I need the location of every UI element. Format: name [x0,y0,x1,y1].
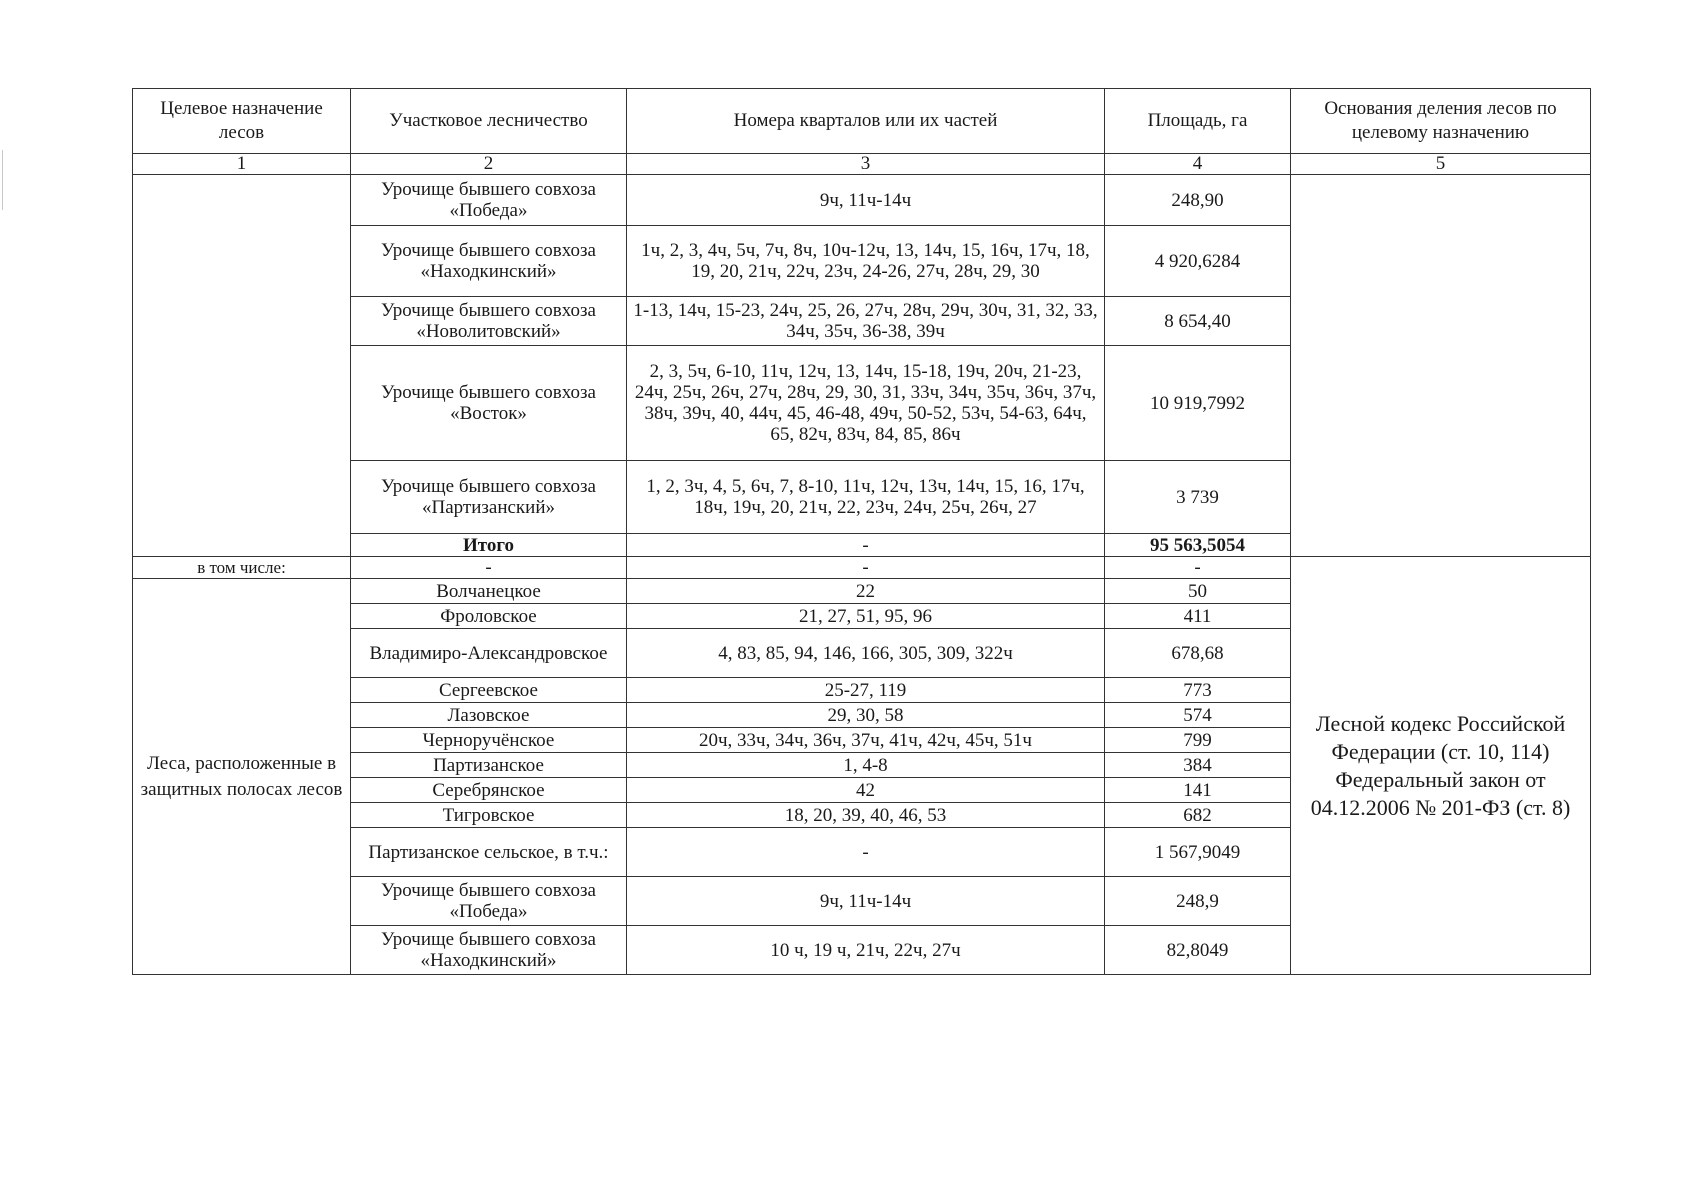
area-cell: 4 920,6284 [1105,226,1291,297]
forestry-cell: Серебрянское [351,778,627,803]
forestry-cell: Урочище бывшего совхоза «Находкинский» [351,226,627,297]
area-cell: 8 654,40 [1105,297,1291,346]
scan-artifact-line [2,150,3,210]
column-number: 3 [627,154,1105,175]
area-cell: 773 [1105,678,1291,703]
quarters-cell: 42 [627,778,1105,803]
forestry-cell: Урочище бывшего совхоза «Партизанский» [351,461,627,534]
area-cell: 678,68 [1105,629,1291,678]
forestry-cell: Фроловское [351,604,627,629]
quarters-cell: 1, 4-8 [627,753,1105,778]
basis-federal-law: Федеральный закон от 04.12.2006 № 201-ФЗ (ст. 8) [1310,766,1571,820]
quarters-cell: 18, 20, 39, 40, 46, 53 [627,803,1105,828]
header-row [133,89,1591,154]
quarters-cell: 4, 83, 85, 94, 146, 166, 305, 309, 322ч [627,629,1105,678]
quarters-cell: 25-27, 119 [627,678,1105,703]
quarters-cell: - [627,828,1105,877]
including-quarters: - [627,557,1105,579]
quarters-cell: 9ч, 11ч-14ч [627,175,1105,226]
forestry-cell: Урочище бывшего совхоза «Восток» [351,346,627,461]
area-cell: 3 739 [1105,461,1291,534]
including-forestry: - [351,557,627,579]
forestry-cell: Урочище бывшего совхоза «Победа» [351,877,627,926]
quarters-cell: 1-13, 14ч, 15-23, 24ч, 25, 26, 27ч, 28ч, 29ч, 30ч, 31, 32, 33, 34ч, 35ч, 36-38, 39ч [627,297,1105,346]
purpose-cell: Леса, расположенные в защитных полосах лесов [133,579,351,975]
forestry-cell: Черноручёнское [351,728,627,753]
including-area: - [1105,557,1291,579]
area-cell: 248,90 [1105,175,1291,226]
table-row [133,175,1591,226]
area-cell: 682 [1105,803,1291,828]
area-cell: 1 567,9049 [1105,828,1291,877]
quarters-cell: 1ч, 2, 3, 4ч, 5ч, 7ч, 8ч, 10ч-12ч, 13, 14ч, 15, 16ч, 17ч, 18, 19, 20, 21ч, 22ч, 23ч, 24-26, 27ч, 28ч, 29, 30 [627,226,1105,297]
forestry-cell: Тигровское [351,803,627,828]
area-cell: 799 [1105,728,1291,753]
forestry-cell: Урочище бывшего совхоза «Победа» [351,175,627,226]
column-number: 1 [133,154,351,175]
total-area: 95 563,5054 [1105,534,1291,557]
quarters-cell: 20ч, 33ч, 34ч, 36ч, 37ч, 41ч, 42ч, 45ч, 51ч [627,728,1105,753]
total-quarters: - [627,534,1105,557]
area-cell: 82,8049 [1105,926,1291,975]
forestry-cell: Урочище бывшего совхоза «Новолитовский» [351,297,627,346]
including-label: в том числе: [133,557,351,579]
forestry-cell: Волчанецкое [351,579,627,604]
quarters-cell: 22 [627,579,1105,604]
column-number: 2 [351,154,627,175]
area-cell: 141 [1105,778,1291,803]
basis-cell [1291,557,1591,975]
forestry-cell: Партизанское [351,753,627,778]
basis-cell-empty [1291,175,1591,557]
column-number: 5 [1291,154,1591,175]
basis-law-forest-code: Лесной кодекс Российской Федерации (ст. 10, 114) [1315,710,1566,764]
area-cell: 248,9 [1105,877,1291,926]
forestry-cell: Урочище бывшего совхоза «Находкинский» [351,926,627,975]
header-forestry: Участковое лесничество [351,89,627,154]
including-row [133,557,1591,579]
forestry-cell: Владимиро-Александровское [351,629,627,678]
quarters-cell: 2, 3, 5ч, 6-10, 11ч, 12ч, 13, 14ч, 15-18, 19ч, 20ч, 21-23, 24ч, 25ч, 26ч, 27ч, 28ч, 29, 30, 31, 33ч, 34ч, 35ч, 36ч, 37ч, 38ч, 39ч, 40, 44ч, 45, 46-48, 49ч, 50-52, 53ч, 54-63, 64ч, 65, 82ч, 83ч, 84, 85, 86ч [627,346,1105,461]
quarters-cell: 9ч, 11ч-14ч [627,877,1105,926]
area-cell: 384 [1105,753,1291,778]
area-cell: 574 [1105,703,1291,728]
forestry-cell: Партизанское сельское, в т.ч.: [351,828,627,877]
quarters-cell: 29, 30, 58 [627,703,1105,728]
forestry-cell: Лазовское [351,703,627,728]
column-number: 4 [1105,154,1291,175]
header-quarters: Номера кварталов или их частей [627,89,1105,154]
header-basis: Основания деления лесов по целевому назначению [1291,89,1591,154]
quarters-cell: 10 ч, 19 ч, 21ч, 22ч, 27ч [627,926,1105,975]
purpose-cell-empty [133,175,351,557]
forestry-cell: Сергеевское [351,678,627,703]
total-label: Итого [351,534,627,557]
area-cell: 10 919,7992 [1105,346,1291,461]
quarters-cell: 21, 27, 51, 95, 96 [627,604,1105,629]
header-area: Площадь, га [1105,89,1291,154]
column-number-row [133,154,1591,175]
header-purpose: Целевое назначение лесов [133,89,351,154]
area-cell: 50 [1105,579,1291,604]
area-cell: 411 [1105,604,1291,629]
quarters-cell: 1, 2, 3ч, 4, 5, 6ч, 7, 8-10, 11ч, 12ч, 13ч, 14ч, 15, 16, 17ч, 18ч, 19ч, 20, 21ч, 22, 23ч, 24ч, 25ч, 26ч, 27 [627,461,1105,534]
forest-division-table [132,88,1591,975]
